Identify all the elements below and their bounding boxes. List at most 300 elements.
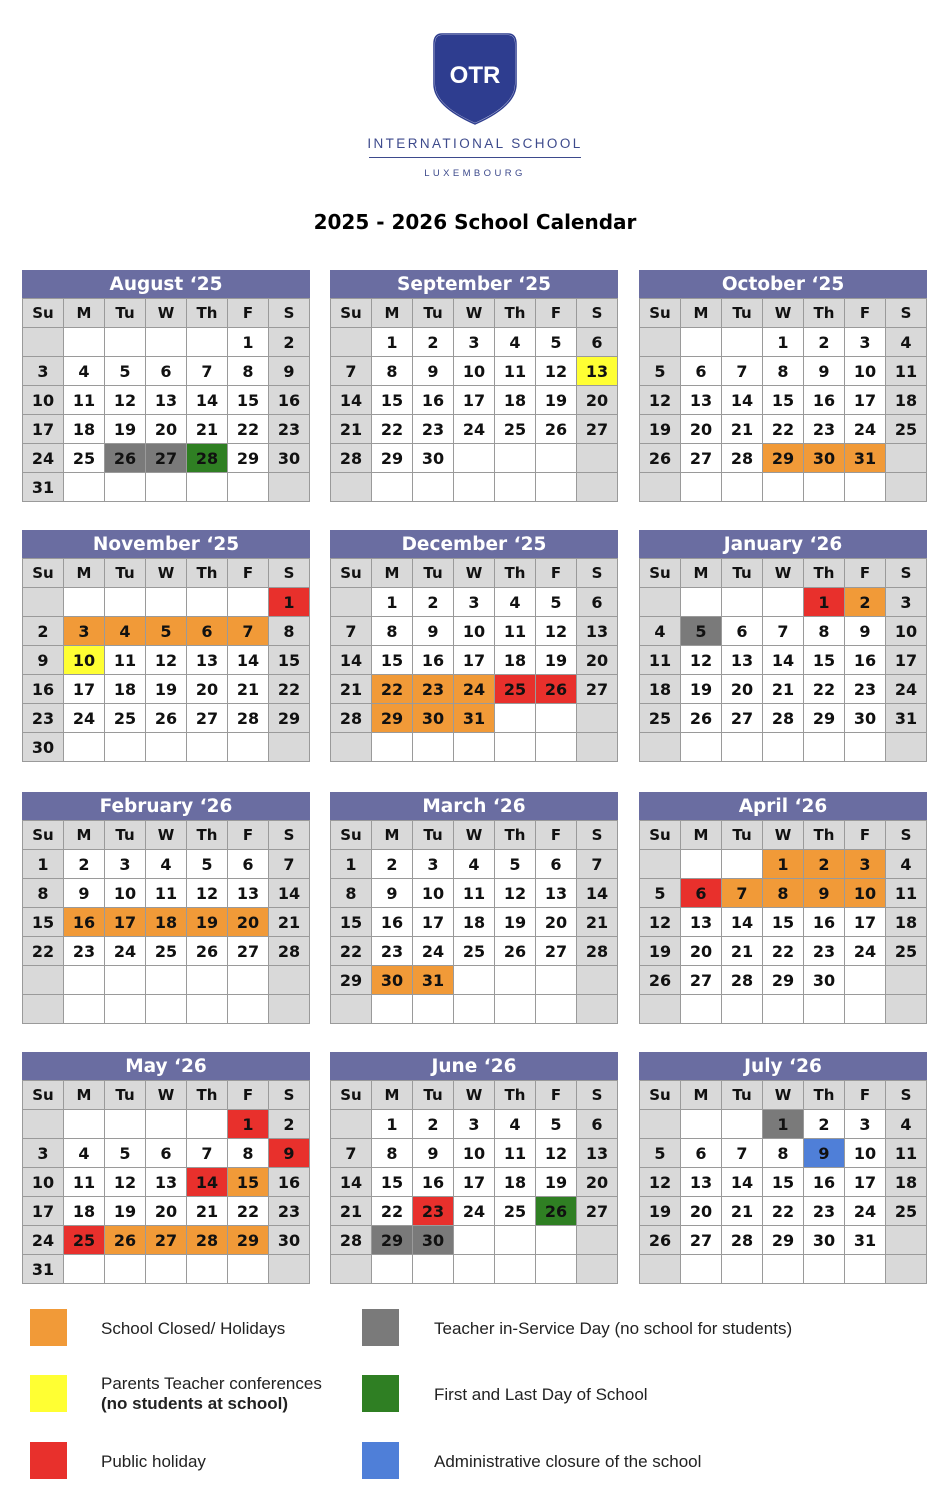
day-cell: 26	[536, 1197, 577, 1226]
day-cell: 19	[105, 415, 146, 444]
legend-swatch-yellow	[30, 1375, 67, 1412]
empty-cell	[105, 1255, 146, 1284]
day-cell: 9	[413, 617, 454, 646]
day-cell: 13	[681, 1168, 722, 1197]
empty-cell	[187, 588, 228, 617]
day-cell: 15	[228, 1168, 269, 1197]
day-cell: 21	[228, 675, 269, 704]
day-cell: 14	[722, 908, 763, 937]
empty-cell	[23, 966, 64, 995]
day-cell: 4	[886, 328, 927, 357]
day-cell: 19	[640, 415, 681, 444]
empty-cell	[577, 1226, 618, 1255]
day-cell: 3	[64, 617, 105, 646]
day-cell: 15	[763, 1168, 804, 1197]
empty-cell	[722, 850, 763, 879]
empty-cell	[681, 1110, 722, 1139]
day-cell: 2	[413, 588, 454, 617]
day-cell: 22	[228, 1197, 269, 1226]
day-cell: 9	[269, 1139, 310, 1168]
day-cell: 25	[105, 704, 146, 733]
weekday-header: M	[372, 559, 413, 588]
month-title: May ‘26	[22, 1052, 310, 1080]
empty-cell	[23, 328, 64, 357]
empty-cell	[105, 1110, 146, 1139]
day-cell: 10	[886, 617, 927, 646]
day-cell: 14	[722, 1168, 763, 1197]
empty-cell	[722, 473, 763, 502]
day-cell: 17	[845, 1168, 886, 1197]
day-cell: 28	[187, 444, 228, 473]
day-cell: 30	[413, 704, 454, 733]
empty-cell	[187, 733, 228, 762]
shield-text: OTR	[449, 62, 501, 89]
empty-cell	[146, 966, 187, 995]
empty-cell	[886, 444, 927, 473]
empty-cell	[146, 733, 187, 762]
empty-cell	[845, 966, 886, 995]
empty-cell	[105, 995, 146, 1024]
weekday-header: F	[228, 559, 269, 588]
weekday-header: Th	[495, 559, 536, 588]
empty-cell	[146, 328, 187, 357]
month-title: July ‘26	[639, 1052, 927, 1080]
empty-cell	[804, 1255, 845, 1284]
day-cell: 20	[228, 908, 269, 937]
empty-cell	[536, 733, 577, 762]
day-cell: 15	[763, 386, 804, 415]
weekday-header: M	[681, 1081, 722, 1110]
day-cell: 11	[886, 357, 927, 386]
day-cell: 9	[804, 1139, 845, 1168]
day-cell: 12	[146, 646, 187, 675]
empty-cell	[681, 473, 722, 502]
day-cell: 15	[269, 646, 310, 675]
day-cell: 24	[23, 444, 64, 473]
day-cell: 7	[331, 1139, 372, 1168]
day-cell: 16	[413, 1168, 454, 1197]
day-cell: 1	[763, 328, 804, 357]
day-cell: 26	[187, 937, 228, 966]
day-cell: 13	[577, 617, 618, 646]
day-cell: 2	[372, 850, 413, 879]
day-cell: 3	[23, 357, 64, 386]
day-cell: 10	[64, 646, 105, 675]
empty-cell	[845, 473, 886, 502]
legend-label: Parents Teacher conferences (no students at school)	[101, 1374, 322, 1413]
day-cell: 14	[331, 646, 372, 675]
empty-cell	[413, 473, 454, 502]
day-cell: 30	[269, 444, 310, 473]
weekday-header: F	[845, 821, 886, 850]
day-cell: 16	[804, 386, 845, 415]
day-cell: 11	[886, 879, 927, 908]
day-cell: 26	[640, 1226, 681, 1255]
day-cell: 3	[454, 328, 495, 357]
day-cell: 21	[331, 1197, 372, 1226]
day-cell: 19	[640, 937, 681, 966]
empty-cell	[722, 733, 763, 762]
day-cell: 13	[681, 908, 722, 937]
day-cell: 11	[105, 646, 146, 675]
weekday-header: Su	[23, 299, 64, 328]
month-grid	[330, 1080, 618, 1284]
day-cell: 15	[331, 908, 372, 937]
day-cell: 18	[146, 908, 187, 937]
day-cell: 20	[577, 1168, 618, 1197]
day-cell: 28	[187, 1226, 228, 1255]
day-cell: 29	[763, 444, 804, 473]
day-cell: 12	[640, 386, 681, 415]
weekday-header: S	[886, 821, 927, 850]
day-cell: 15	[804, 646, 845, 675]
day-cell: 1	[228, 328, 269, 357]
day-cell: 19	[640, 1197, 681, 1226]
day-cell: 7	[722, 357, 763, 386]
day-cell: 29	[228, 1226, 269, 1255]
day-cell: 22	[372, 1197, 413, 1226]
empty-cell	[331, 588, 372, 617]
weekday-header: W	[146, 299, 187, 328]
day-cell: 2	[269, 1110, 310, 1139]
empty-cell	[187, 966, 228, 995]
day-cell: 21	[722, 1197, 763, 1226]
empty-cell	[495, 473, 536, 502]
weekday-header: F	[536, 299, 577, 328]
weekday-header: Tu	[413, 559, 454, 588]
day-cell: 26	[640, 444, 681, 473]
legend-label: School Closed/ Holidays	[101, 1319, 286, 1338]
day-cell: 8	[763, 1139, 804, 1168]
day-cell: 14	[763, 646, 804, 675]
day-cell: 9	[23, 646, 64, 675]
empty-cell	[454, 966, 495, 995]
empty-cell	[372, 733, 413, 762]
weekday-header: M	[372, 299, 413, 328]
day-cell: 18	[886, 908, 927, 937]
weekday-header: F	[536, 1081, 577, 1110]
empty-cell	[331, 995, 372, 1024]
day-cell: 18	[454, 908, 495, 937]
day-cell: 20	[681, 937, 722, 966]
day-cell: 3	[105, 850, 146, 879]
day-cell: 17	[23, 415, 64, 444]
empty-cell	[105, 588, 146, 617]
day-cell: 6	[681, 357, 722, 386]
day-cell: 9	[845, 617, 886, 646]
day-cell: 8	[763, 879, 804, 908]
month-calendar	[330, 792, 618, 1024]
day-cell: 30	[413, 444, 454, 473]
day-cell: 1	[23, 850, 64, 879]
empty-cell	[722, 328, 763, 357]
weekday-header: S	[577, 1081, 618, 1110]
day-cell: 1	[372, 588, 413, 617]
school-name: INTERNATIONAL SCHOOL	[367, 136, 583, 151]
day-cell: 29	[804, 704, 845, 733]
day-cell: 11	[454, 879, 495, 908]
day-cell: 3	[454, 588, 495, 617]
empty-cell	[228, 966, 269, 995]
empty-cell	[886, 1255, 927, 1284]
day-cell: 10	[845, 879, 886, 908]
day-cell: 31	[845, 1226, 886, 1255]
day-cell: 30	[804, 444, 845, 473]
empty-cell	[763, 733, 804, 762]
day-cell: 23	[804, 1197, 845, 1226]
day-cell: 22	[372, 675, 413, 704]
month-grid	[22, 298, 310, 502]
day-cell: 2	[413, 328, 454, 357]
day-cell: 7	[722, 1139, 763, 1168]
day-cell: 18	[886, 386, 927, 415]
empty-cell	[536, 704, 577, 733]
empty-cell	[105, 733, 146, 762]
weekday-header: W	[146, 559, 187, 588]
empty-cell	[577, 444, 618, 473]
shield-logo-icon	[430, 28, 520, 128]
day-cell: 12	[105, 1168, 146, 1197]
empty-cell	[331, 1255, 372, 1284]
day-cell: 14	[187, 1168, 228, 1197]
weekday-header: Su	[331, 1081, 372, 1110]
day-cell: 21	[722, 415, 763, 444]
legend-label: Teacher in-Service Day (no school for students)	[434, 1319, 793, 1338]
day-cell: 25	[64, 1226, 105, 1255]
empty-cell	[640, 1255, 681, 1284]
day-cell: 20	[681, 415, 722, 444]
day-cell: 19	[105, 1197, 146, 1226]
month-calendar	[22, 270, 310, 502]
empty-cell	[146, 588, 187, 617]
day-cell: 18	[886, 1168, 927, 1197]
empty-cell	[454, 995, 495, 1024]
day-cell: 6	[722, 617, 763, 646]
day-cell: 4	[886, 850, 927, 879]
empty-cell	[577, 473, 618, 502]
legend-label: First and Last Day of School	[434, 1385, 648, 1404]
empty-cell	[64, 733, 105, 762]
weekday-header: F	[536, 821, 577, 850]
weekday-header: Tu	[105, 821, 146, 850]
month-calendar	[639, 1052, 927, 1284]
day-cell: 2	[804, 328, 845, 357]
empty-cell	[187, 328, 228, 357]
day-cell: 28	[577, 937, 618, 966]
day-cell: 24	[454, 1197, 495, 1226]
day-cell: 27	[577, 1197, 618, 1226]
day-cell: 20	[146, 1197, 187, 1226]
empty-cell	[763, 995, 804, 1024]
day-cell: 28	[228, 704, 269, 733]
weekday-header: W	[763, 1081, 804, 1110]
weekday-header: F	[845, 559, 886, 588]
day-cell: 24	[413, 937, 454, 966]
day-cell: 20	[146, 415, 187, 444]
day-cell: 17	[845, 386, 886, 415]
empty-cell	[536, 444, 577, 473]
weekday-header: S	[269, 299, 310, 328]
empty-cell	[495, 995, 536, 1024]
day-cell: 23	[845, 675, 886, 704]
empty-cell	[228, 995, 269, 1024]
empty-cell	[845, 995, 886, 1024]
weekday-header: Su	[23, 559, 64, 588]
weekday-header: Tu	[413, 1081, 454, 1110]
school-city: LUXEMBOURG	[424, 168, 526, 179]
day-cell: 11	[640, 646, 681, 675]
day-cell: 1	[228, 1110, 269, 1139]
day-cell: 9	[413, 357, 454, 386]
empty-cell	[454, 1226, 495, 1255]
day-cell: 18	[495, 386, 536, 415]
day-cell: 25	[495, 1197, 536, 1226]
day-cell: 28	[722, 966, 763, 995]
day-cell: 9	[269, 357, 310, 386]
empty-cell	[886, 1226, 927, 1255]
empty-cell	[722, 1110, 763, 1139]
month-grid	[639, 1080, 927, 1284]
empty-cell	[454, 733, 495, 762]
weekday-header: W	[454, 299, 495, 328]
day-cell: 14	[722, 386, 763, 415]
month-title: September ‘25	[330, 270, 618, 298]
weekday-header: Th	[495, 1081, 536, 1110]
legend-swatch-orange	[30, 1309, 67, 1346]
month-title: January ‘26	[639, 530, 927, 558]
empty-cell	[681, 588, 722, 617]
day-cell: 30	[372, 966, 413, 995]
empty-cell	[536, 995, 577, 1024]
day-cell: 10	[845, 357, 886, 386]
day-cell: 13	[536, 879, 577, 908]
day-cell: 3	[886, 588, 927, 617]
weekday-header: M	[681, 299, 722, 328]
day-cell: 15	[372, 386, 413, 415]
day-cell: 18	[64, 415, 105, 444]
day-cell: 29	[331, 966, 372, 995]
day-cell: 7	[763, 617, 804, 646]
day-cell: 26	[536, 415, 577, 444]
month-calendar	[639, 270, 927, 502]
day-cell: 22	[228, 415, 269, 444]
day-cell: 16	[372, 908, 413, 937]
day-cell: 11	[495, 1139, 536, 1168]
day-cell: 13	[187, 646, 228, 675]
weekday-header: Tu	[413, 299, 454, 328]
day-cell: 16	[269, 1168, 310, 1197]
day-cell: 14	[228, 646, 269, 675]
day-cell: 20	[577, 386, 618, 415]
weekday-header: M	[64, 821, 105, 850]
day-cell: 19	[536, 646, 577, 675]
weekday-header: S	[886, 559, 927, 588]
day-cell: 15	[228, 386, 269, 415]
month-grid	[330, 298, 618, 502]
day-cell: 1	[763, 1110, 804, 1139]
weekday-header: F	[228, 299, 269, 328]
day-cell: 12	[536, 357, 577, 386]
day-cell: 21	[331, 675, 372, 704]
day-cell: 8	[269, 617, 310, 646]
day-cell: 22	[331, 937, 372, 966]
day-cell: 26	[640, 966, 681, 995]
day-cell: 21	[187, 1197, 228, 1226]
day-cell: 12	[681, 646, 722, 675]
day-cell: 19	[495, 908, 536, 937]
day-cell: 27	[681, 966, 722, 995]
day-cell: 20	[187, 675, 228, 704]
day-cell: 4	[454, 850, 495, 879]
empty-cell	[454, 473, 495, 502]
empty-cell	[495, 704, 536, 733]
empty-cell	[454, 444, 495, 473]
day-cell: 13	[146, 386, 187, 415]
empty-cell	[269, 473, 310, 502]
day-cell: 12	[495, 879, 536, 908]
month-title: April ‘26	[639, 792, 927, 820]
day-cell: 16	[413, 386, 454, 415]
day-cell: 23	[64, 937, 105, 966]
empty-cell	[640, 328, 681, 357]
month-grid	[22, 820, 310, 1024]
empty-cell	[64, 1110, 105, 1139]
day-cell: 20	[536, 908, 577, 937]
day-cell: 24	[454, 675, 495, 704]
day-cell: 12	[640, 908, 681, 937]
day-cell: 12	[536, 617, 577, 646]
day-cell: 3	[454, 1110, 495, 1139]
weekday-header: Su	[640, 821, 681, 850]
empty-cell	[146, 1255, 187, 1284]
day-cell: 31	[845, 444, 886, 473]
weekday-header: W	[763, 559, 804, 588]
day-cell: 17	[845, 908, 886, 937]
month-title: December ‘25	[330, 530, 618, 558]
empty-cell	[146, 995, 187, 1024]
weekday-header: S	[886, 299, 927, 328]
day-cell: 27	[681, 444, 722, 473]
month-calendar	[330, 270, 618, 502]
day-cell: 11	[146, 879, 187, 908]
day-cell: 11	[64, 1168, 105, 1197]
month-calendar	[330, 1052, 618, 1284]
empty-cell	[64, 1255, 105, 1284]
weekday-header: S	[269, 821, 310, 850]
legend-label: Administrative closure of the school	[434, 1452, 702, 1471]
day-cell: 22	[804, 675, 845, 704]
empty-cell	[577, 995, 618, 1024]
day-cell: 24	[23, 1226, 64, 1255]
weekday-header: F	[845, 299, 886, 328]
day-cell: 30	[804, 1226, 845, 1255]
day-cell: 16	[23, 675, 64, 704]
empty-cell	[413, 733, 454, 762]
weekday-header: Su	[331, 299, 372, 328]
day-cell: 3	[845, 850, 886, 879]
empty-cell	[23, 995, 64, 1024]
day-cell: 22	[763, 937, 804, 966]
day-cell: 23	[269, 1197, 310, 1226]
month-calendar	[330, 530, 618, 762]
day-cell: 24	[845, 1197, 886, 1226]
day-cell: 15	[372, 646, 413, 675]
page-title: 2025 - 2026 School Calendar	[313, 210, 637, 234]
month-title: February ‘26	[22, 792, 310, 820]
day-cell: 3	[845, 1110, 886, 1139]
day-cell: 16	[413, 646, 454, 675]
day-cell: 20	[577, 646, 618, 675]
